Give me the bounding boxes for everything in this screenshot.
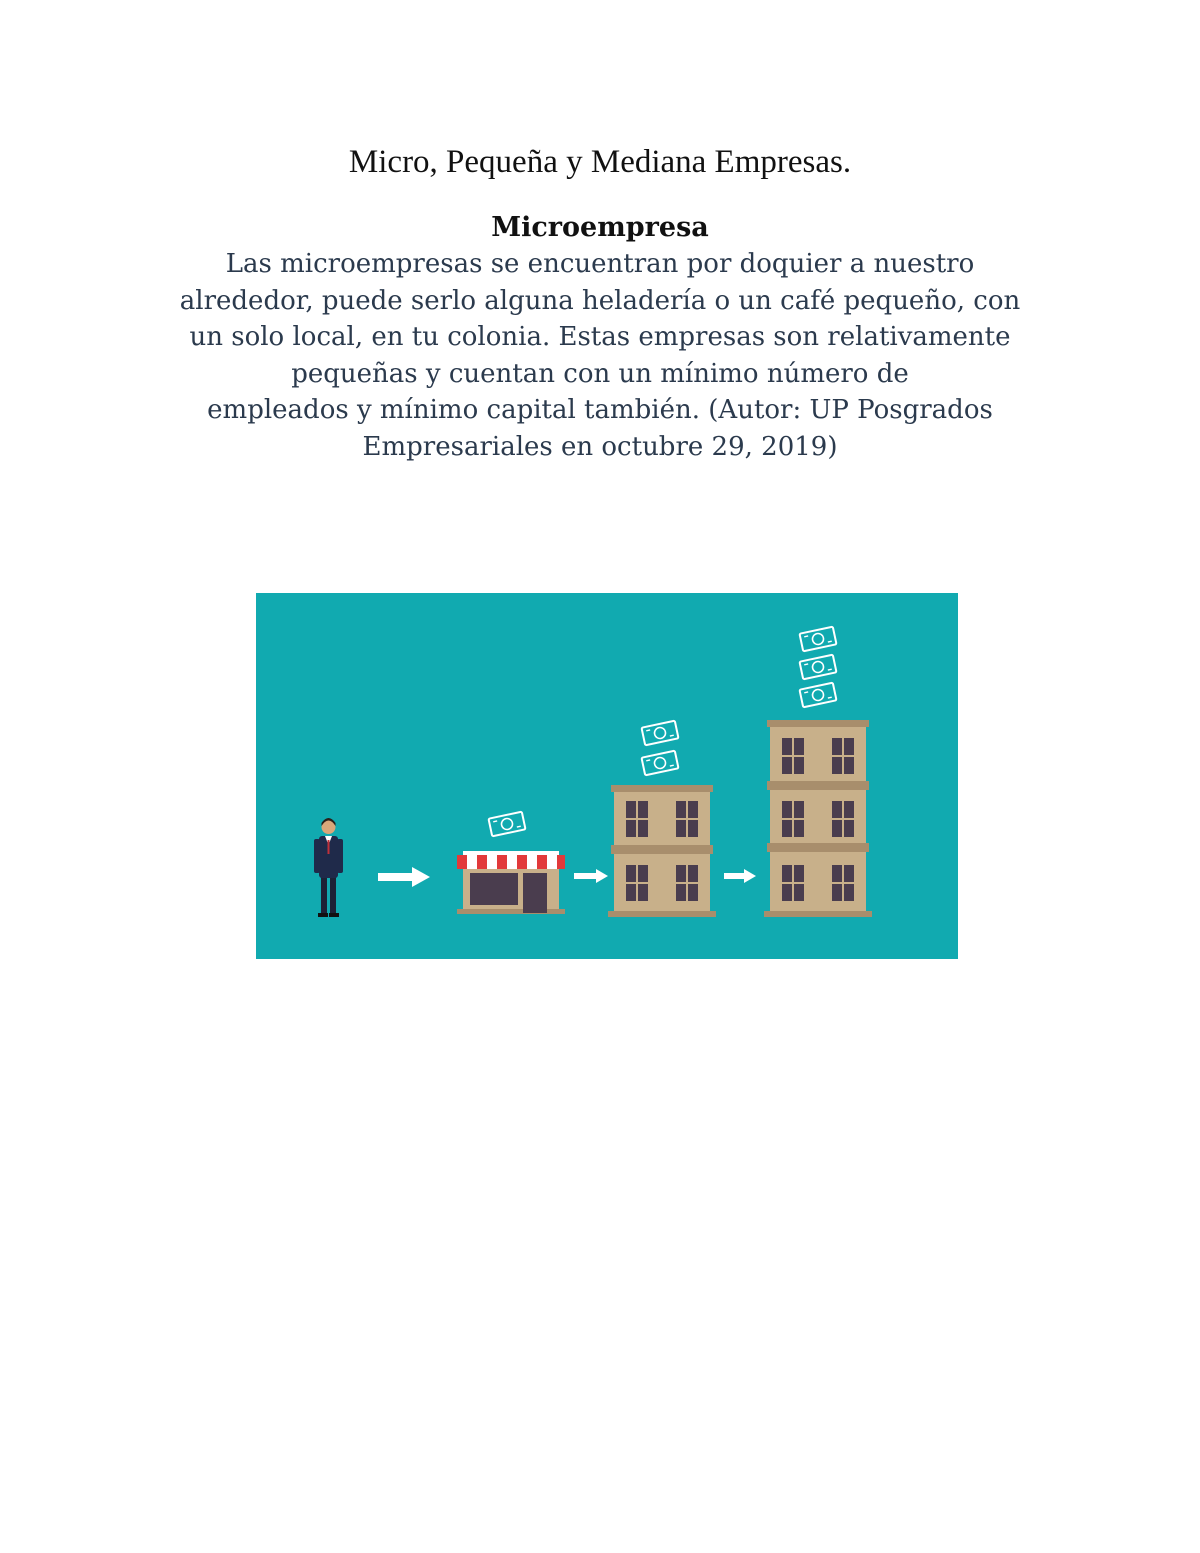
paragraph-line: empleados y mínimo capital también. (Autor: UP Posgrados xyxy=(207,395,993,425)
money-bill-icon xyxy=(800,683,837,708)
businessman-figure xyxy=(314,818,343,917)
striped-awning xyxy=(457,855,565,869)
business-growth-illustration xyxy=(256,593,958,959)
paragraph-line: Empresariales en octubre 29, 2019) xyxy=(362,431,838,462)
paragraph-line: alrededor, puede serlo alguna heladería o un café pequeño, con xyxy=(179,285,1021,316)
body-paragraph xyxy=(150,246,1050,465)
medium-building xyxy=(608,785,716,917)
arrow-icon xyxy=(574,869,608,883)
arrow-icon xyxy=(724,869,756,883)
paragraph-line: Las microempresas se encuentran por doquier a nuestro xyxy=(225,249,975,279)
paragraph-line: un solo local, en tu colonia. Estas empresas son relativamente xyxy=(189,322,1011,352)
money-bill-icon xyxy=(800,627,837,652)
section-heading: Microempresa xyxy=(491,212,709,243)
money-bill-icon xyxy=(642,751,679,776)
money-bill-icon xyxy=(642,721,679,746)
money-bill-icon xyxy=(489,812,526,837)
arrow-icon xyxy=(378,867,430,887)
page-title: Micro, Pequeña y Mediana Empresas. xyxy=(348,144,852,180)
money-bill-icon xyxy=(800,655,837,680)
large-building xyxy=(764,720,872,917)
shop-building xyxy=(457,851,565,914)
paragraph-line: pequeñas y cuentan con un mínimo número de xyxy=(291,358,909,389)
